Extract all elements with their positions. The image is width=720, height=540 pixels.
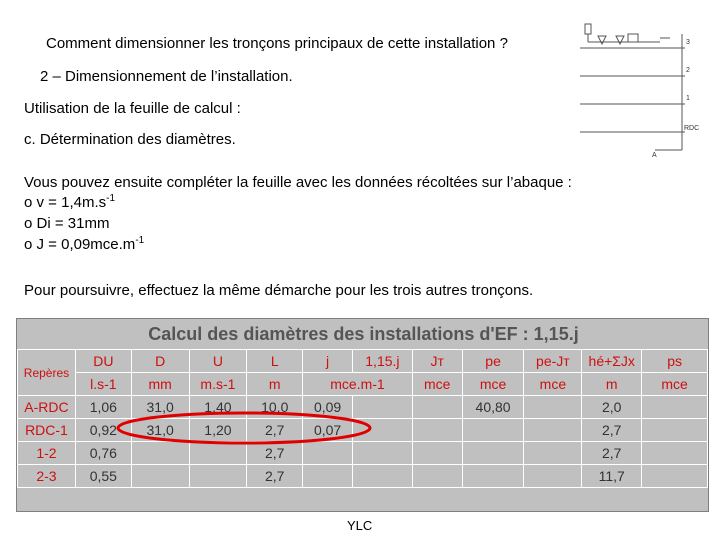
data-cell: 1,40 <box>189 396 247 419</box>
header-cell: ps <box>642 350 708 373</box>
header-cell: U <box>189 350 247 373</box>
bullet-text: Di = 31mm <box>36 215 110 232</box>
data-cell <box>131 465 189 488</box>
unit-cell: l.s-1 <box>75 373 131 396</box>
header-cell: D <box>131 350 189 373</box>
unit-cell: mce <box>412 373 462 396</box>
unit-cell: mce <box>462 373 524 396</box>
unit-cell: m <box>247 373 303 396</box>
unit-cell: m.s-1 <box>189 373 247 396</box>
unit-cell: mce <box>642 373 708 396</box>
header-cell: pe-Jт <box>524 350 582 373</box>
unit-cell: mce.m-1 <box>303 373 413 396</box>
data-cell: 0,92 <box>75 419 131 442</box>
row-label-cell: 2-3 <box>18 465 76 488</box>
calc-table <box>17 349 708 488</box>
data-cell: 10,0 <box>247 396 303 419</box>
schema-level-3: 3 <box>686 39 690 46</box>
bullet-headloss <box>24 236 144 253</box>
data-cell: 0,09 <box>303 396 353 419</box>
data-cell <box>524 396 582 419</box>
intro-text: Vous pouvez ensuite compléter la feuille avec les données récoltées sur l’abaque : <box>24 174 572 191</box>
calc-sheet <box>16 318 709 512</box>
header-cell: L <box>247 350 303 373</box>
header-cell: pe <box>462 350 524 373</box>
sheet-title: Calcul des diamètres des installations d'EF : 1,15.j <box>148 324 579 344</box>
data-cell: 31,0 <box>131 419 189 442</box>
data-cell <box>462 465 524 488</box>
unit-cell: m <box>582 373 642 396</box>
data-cell: 2,7 <box>582 419 642 442</box>
bullet-sup: -1 <box>106 193 116 204</box>
table-row <box>18 396 708 419</box>
data-cell: 1,20 <box>189 419 247 442</box>
data-cell: 0,76 <box>75 442 131 465</box>
table-row <box>18 419 708 442</box>
data-cell <box>352 442 412 465</box>
header-cell: j <box>303 350 353 373</box>
data-cell <box>462 419 524 442</box>
data-cell <box>189 442 247 465</box>
data-cell <box>412 396 462 419</box>
bullet-text: J = 0,09mce.m <box>36 236 136 253</box>
table-row <box>18 465 708 488</box>
header-cell: hé+ΣJx <box>582 350 642 373</box>
data-cell: 1,06 <box>75 396 131 419</box>
schema-level-2: 2 <box>686 67 690 74</box>
data-cell: 0,55 <box>75 465 131 488</box>
data-cell <box>642 442 708 465</box>
data-cell <box>524 465 582 488</box>
schema-level-rdc: RDC <box>684 125 700 132</box>
table-unit-row <box>18 373 708 396</box>
installation-schema <box>580 20 710 160</box>
data-cell <box>352 396 412 419</box>
data-cell: 2,7 <box>247 419 303 442</box>
table-header-row <box>18 350 708 373</box>
data-cell <box>412 442 462 465</box>
data-cell: 2,0 <box>582 396 642 419</box>
data-cell: 40,80 <box>462 396 524 419</box>
data-cell <box>524 419 582 442</box>
bullet-marker: o <box>24 194 33 211</box>
data-cell <box>303 465 353 488</box>
follow-up-text: Pour poursuivre, effectuez la même démarche pour les trois autres tronçons. <box>24 282 534 299</box>
schema-level-1: 1 <box>686 95 690 102</box>
section-subtitle: 2 – Dimensionnement de l’installation. <box>40 68 293 85</box>
bullet-sup: -1 <box>135 235 145 246</box>
table-body <box>18 396 708 488</box>
table-row <box>18 442 708 465</box>
data-cell <box>412 465 462 488</box>
row-label-cell: 1-2 <box>18 442 76 465</box>
unit-cell: mm <box>131 373 189 396</box>
data-cell <box>352 465 412 488</box>
data-cell: 2,7 <box>247 465 303 488</box>
row-label-cell: RDC-1 <box>18 419 76 442</box>
data-cell <box>352 419 412 442</box>
data-cell <box>642 419 708 442</box>
data-cell <box>524 442 582 465</box>
data-cell <box>642 465 708 488</box>
row-label-cell: A-RDC <box>18 396 76 419</box>
slide-title: Comment dimensionner les tronçons principaux de cette installation ? <box>46 35 508 52</box>
bullet-diameter <box>24 215 109 232</box>
bullet-velocity <box>24 194 115 211</box>
schema-point-a: A <box>652 152 657 159</box>
data-cell <box>131 442 189 465</box>
bullet-text: v = 1,4m.s <box>36 194 107 211</box>
data-cell: 2,7 <box>582 442 642 465</box>
data-cell: 2,7 <box>247 442 303 465</box>
determination-heading: c. Détermination des diamètres. <box>24 131 236 148</box>
data-cell: 11,7 <box>582 465 642 488</box>
unit-cell: mce <box>524 373 582 396</box>
data-cell: 31,0 <box>131 396 189 419</box>
data-cell <box>189 465 247 488</box>
data-cell: 0,07 <box>303 419 353 442</box>
header-cell: DU <box>75 350 131 373</box>
header-cell: Repères <box>18 350 76 396</box>
footer-signature: YLC <box>347 518 373 533</box>
data-cell <box>412 419 462 442</box>
data-cell <box>303 442 353 465</box>
bullet-marker: o <box>24 236 33 253</box>
utilisation-heading: Utilisation de la feuille de calcul : <box>24 100 241 117</box>
header-cell: Jт <box>412 350 462 373</box>
data-cell <box>642 396 708 419</box>
data-cell <box>462 442 524 465</box>
bullet-marker: o <box>24 215 33 232</box>
header-cell: 1,15.j <box>352 350 412 373</box>
